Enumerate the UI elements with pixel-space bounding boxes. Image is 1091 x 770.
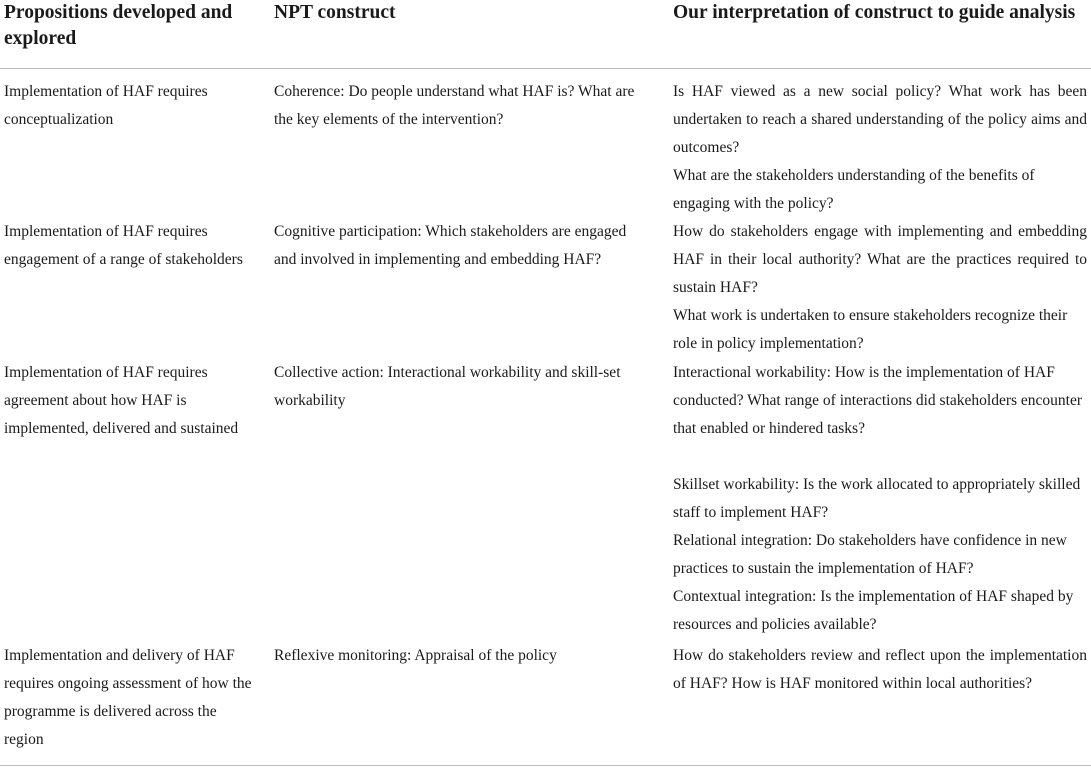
interpretation-cell	[673, 642, 1087, 698]
interpretation-paragraph: How do stakeholders engage with implementing and embedding HAF in their local authority? What are the practices required to sustain HAF?	[673, 223, 1087, 296]
interpretation-cell	[673, 218, 1087, 358]
construct-cell: Coherence: Do people understand what HAF is? What are the key elements of the intervention?	[274, 83, 635, 128]
construct-cell: Reflexive monitoring: Appraisal of the policy	[274, 647, 557, 664]
header-npt-construct: NPT construct	[274, 2, 396, 23]
interpretation-cell	[673, 359, 1087, 639]
interpretation-paragraph: Relational integration: Do stakeholders have confidence in new practices to sustain the implementation of HAF?	[673, 532, 1067, 577]
table-header	[0, 0, 1091, 69]
header-interpretation: Our interpretation of construct to guide analysis	[673, 2, 1076, 23]
construct-cell: Cognitive participation: Which stakeholders are engaged and involved in implementing and embedding HAF?	[274, 223, 627, 268]
interpretation-paragraph: What are the stakeholders understanding of the benefits of engaging with the policy?	[673, 167, 1035, 212]
table-bottom-rule	[0, 765, 1091, 766]
paragraph-gap	[673, 443, 1087, 471]
interpretation-paragraph: Is HAF viewed as a new social policy? What work has been undertaken to reach a shared understanding of the policy aims and outcomes?	[673, 83, 1087, 156]
interpretation-paragraph: What work is undertaken to ensure stakeholders recognize their role in policy implementation?	[673, 307, 1068, 352]
interpretation-cell	[673, 78, 1087, 218]
interpretation-paragraph: Interactional workability: How is the implementation of HAF conducted? What range of interactions did stakeholders encounter that enabled or hindered tasks?	[673, 364, 1083, 437]
interpretation-paragraph: Skillset workability: Is the work allocated to appropriately skilled staff to implement HAF?	[673, 476, 1081, 521]
proposition-cell: Implementation of HAF requires conceptualization	[4, 83, 208, 128]
interpretation-paragraph: Contextual integration: Is the implementation of HAF shaped by resources and policies available?	[673, 588, 1074, 633]
construct-cell: Collective action: Interactional workability and skill-set workability	[274, 364, 621, 409]
proposition-cell: Implementation of HAF requires engagement of a range of stakeholders	[4, 223, 243, 268]
proposition-cell: Implementation of HAF requires agreement about how HAF is implemented, delivered and sustained	[4, 364, 239, 437]
interpretation-paragraph: How do stakeholders review and reflect upon the implementation of HAF? How is HAF monitored within local authorities?	[673, 647, 1087, 692]
header-propositions: Propositions developed and explored	[4, 2, 233, 49]
proposition-cell: Implementation and delivery of HAF requires ongoing assessment of how the programme is delivered across the region	[4, 647, 252, 748]
